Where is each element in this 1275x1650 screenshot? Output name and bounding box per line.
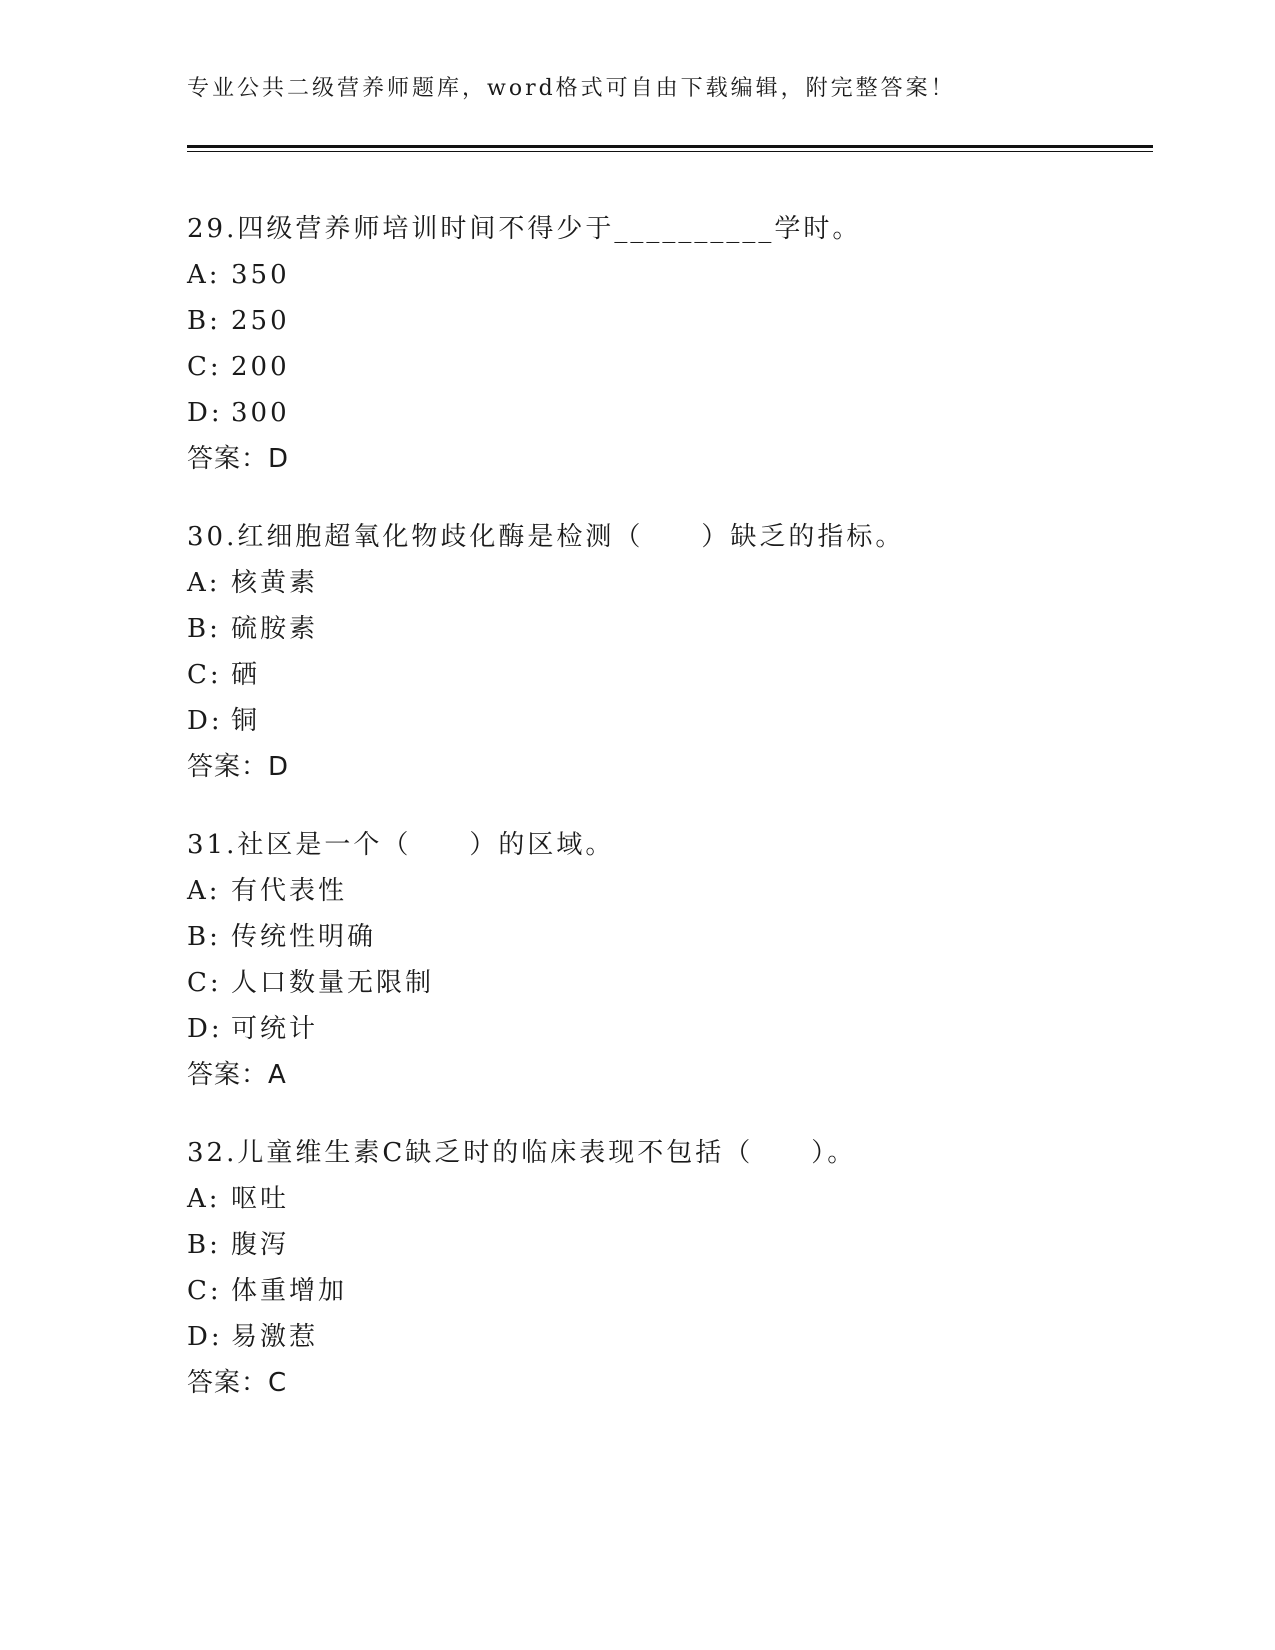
option-c bbox=[187, 960, 1153, 1006]
question-list bbox=[187, 206, 1153, 1438]
option-text: 250 bbox=[231, 306, 290, 336]
question-30 bbox=[187, 514, 1153, 790]
option-a bbox=[187, 252, 1153, 298]
answer-line: 答案：D bbox=[187, 752, 290, 782]
option-label: D: bbox=[187, 398, 223, 428]
option-label: A: bbox=[187, 1184, 221, 1214]
option-label: D: bbox=[187, 1322, 223, 1352]
document-header: 专业公共二级营养师题库，word格式可自由下载编辑，附完整答案！ bbox=[187, 76, 956, 101]
option-a bbox=[187, 868, 1153, 914]
question-32 bbox=[187, 1130, 1153, 1406]
option-text: 体重增加 bbox=[231, 1276, 348, 1306]
option-b bbox=[187, 914, 1153, 960]
option-text: 硫胺素 bbox=[231, 614, 319, 644]
option-b bbox=[187, 606, 1153, 652]
header-divider-thin bbox=[187, 151, 1153, 152]
option-label: C: bbox=[187, 1276, 222, 1306]
answer-line: 答案：A bbox=[187, 1060, 287, 1090]
option-label: B: bbox=[187, 306, 221, 336]
answer-line: 答案：D bbox=[187, 444, 290, 474]
option-text: 铜 bbox=[231, 706, 261, 736]
option-c bbox=[187, 1268, 1153, 1314]
option-a bbox=[187, 560, 1153, 606]
option-label: D: bbox=[187, 1014, 223, 1044]
option-b bbox=[187, 1222, 1153, 1268]
option-text: 可统计 bbox=[231, 1014, 319, 1044]
option-text: 350 bbox=[231, 260, 290, 290]
option-d bbox=[187, 1314, 1153, 1360]
option-label: B: bbox=[187, 1230, 221, 1260]
header-divider-thick bbox=[187, 145, 1153, 148]
option-label: D: bbox=[187, 706, 223, 736]
answer-line: 答案：C bbox=[187, 1368, 288, 1398]
option-text: 腹泻 bbox=[231, 1230, 290, 1260]
option-text: 300 bbox=[231, 398, 290, 428]
question-stem: 31.社区是一个（ ）的区域。 bbox=[187, 830, 615, 860]
option-label: B: bbox=[187, 614, 221, 644]
option-text: 易激惹 bbox=[231, 1322, 319, 1352]
question-29 bbox=[187, 206, 1153, 482]
option-label: A: bbox=[187, 260, 221, 290]
option-text: 传统性明确 bbox=[231, 922, 377, 952]
question-stem: 29.四级营养师培训时间不得少于__________学时。 bbox=[187, 214, 862, 244]
option-text: 有代表性 bbox=[231, 876, 348, 906]
option-d bbox=[187, 1006, 1153, 1052]
option-text: 人口数量无限制 bbox=[231, 968, 435, 998]
option-c bbox=[187, 344, 1153, 390]
option-text: 核黄素 bbox=[231, 568, 319, 598]
option-a bbox=[187, 1176, 1153, 1222]
option-d bbox=[187, 698, 1153, 744]
option-text: 呕吐 bbox=[231, 1184, 290, 1214]
option-label: A: bbox=[187, 568, 221, 598]
option-text: 200 bbox=[231, 352, 290, 382]
option-label: B: bbox=[187, 922, 221, 952]
option-label: C: bbox=[187, 968, 222, 998]
question-stem: 30.红细胞超氧化物歧化酶是检测（ ）缺乏的指标。 bbox=[187, 522, 905, 552]
option-label: A: bbox=[187, 876, 221, 906]
option-c bbox=[187, 652, 1153, 698]
option-label: C: bbox=[187, 352, 222, 382]
option-b bbox=[187, 298, 1153, 344]
question-stem: 32.儿童维生素C缺乏时的临床表现不包括（ ）。 bbox=[187, 1138, 857, 1168]
option-d bbox=[187, 390, 1153, 436]
question-31 bbox=[187, 822, 1153, 1098]
option-text: 硒 bbox=[231, 660, 261, 690]
option-label: C: bbox=[187, 660, 222, 690]
